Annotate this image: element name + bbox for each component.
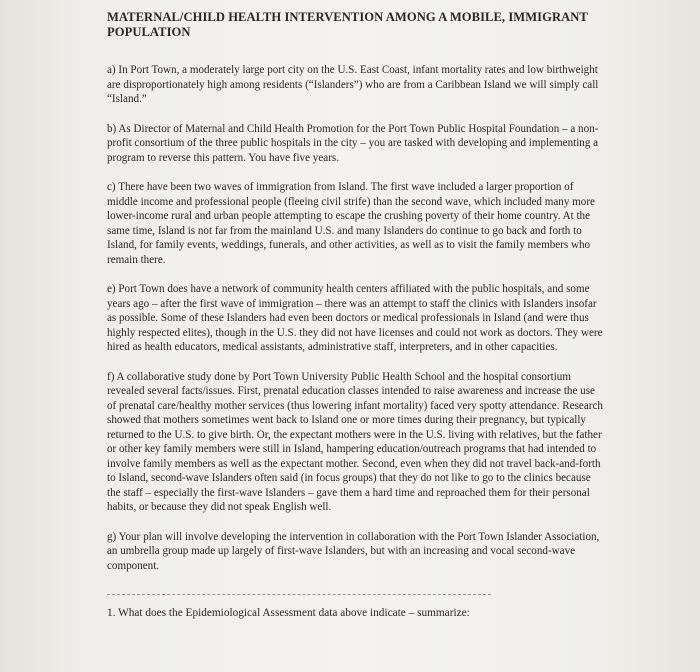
paragraph-f: f) A collaborative study done by Port Town University Public Health School and the hospital consortium revealed several facts/issues. First, prenatal education classes intended to raise awareness and increase the use of prenatal care/healthy mother services (thus lowering infant mortality) faced very spotty attendance. Research showed that mothers sometimes went back to Island one or more times during their pregnancy, but typically returned to the U.S. to give birth. Or, the expectant mothers were in the U.S. living with relatives, but the father or other key family members were still in Island, hampering education/outreach programs that had intended to involve family members as well as the expectant mother. Second, even when they did not travel back-and-forth to Island, second-wave Islanders often said (in focus groups) that they do not like to go to the clinics because the staff – especially the first-wave Islanders – gave them a hard time and reproached them for their personal habits, or because they did not speak English well.: [107, 370, 603, 513]
dashed-divider: [107, 594, 491, 595]
paragraph-a: a) In Port Town, a moderately large port city on the U.S. East Coast, infant mortality rates and low birthweight are disproportionately high among residents (“Islanders”) who are from a Caribbean Island we will simply call “Island.”: [107, 64, 599, 105]
paragraph-b: b) As Director of Maternal and Child Health Promotion for the Port Town Public Hospital Foundation – a non-profit consortium of the three public hospitals in the city – you are tasked with developing and implementing a program to reverse this pattern. You have five years.: [107, 122, 599, 164]
document-title: MATERNAL/CHILD HEALTH INTERVENTION AMONG A MOBILE, IMMIGRANT POPULATION: [107, 10, 588, 39]
paragraph-c: c) There have been two waves of immigration from Island. The first wave included a larger proportion of middle income and professional people (fleeing civil strife) than the second wave, which included many more lower-income rural and urban people attempting to escape the crushing poverty of their home country. At the same time, Island is not far from the mainland U.S. and many Islanders do continue to go back and forth to Island, for family events, weddings, funerals, and other activities, as well as to visit the family members who remain there.: [107, 181, 595, 266]
paragraph-e: e) Port Town does have a network of community health centers affiliated with the public hospitals, and some years ago – after the first wave of immigration – there was an attempt to staff the clinics with Islanders insofar as possible. Some of these Islanders had even been doctors or medical professionals in Island (and were thus highly respected elites), though in the U.S. they did not have licenses and could not work as doctors. They were hired as health educators, medical assistants, administrative staff, interpreters, and in other capacities.: [107, 283, 603, 353]
question-1: 1. What does the Epidemiological Assessment data above indicate – summarize:: [107, 607, 470, 619]
paragraph-g: g) Your plan will involve developing the intervention in collaboration with the Port Town Islander Association, an umbrella group made up largely of first-wave Islanders, but with an increasing and vocal second-wave component.: [107, 530, 600, 572]
